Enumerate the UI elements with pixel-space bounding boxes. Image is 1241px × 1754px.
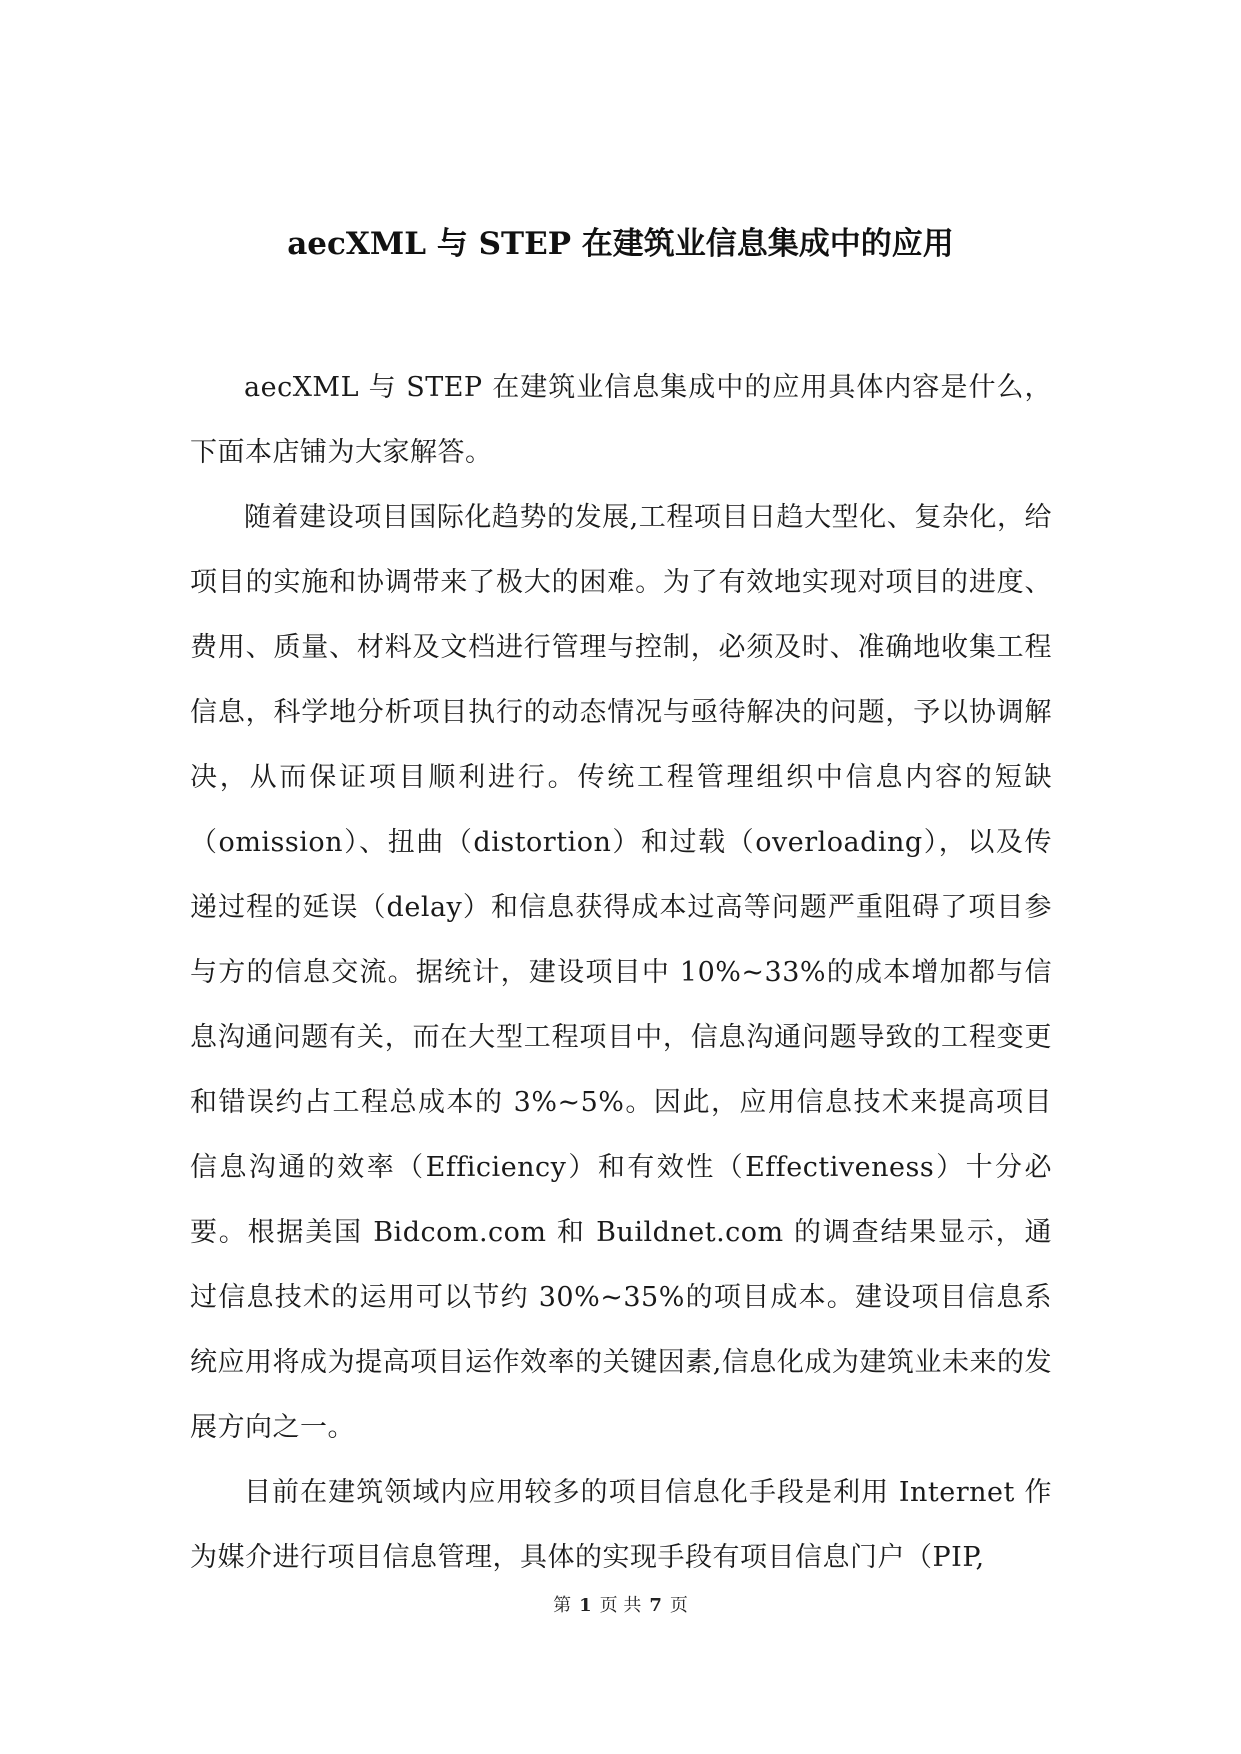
page-footer [0,1594,1241,1618]
document-body [190,355,1052,1590]
footer-middle: 页 共 [599,1595,642,1616]
document-title: aecXML 与 STEP 在建筑业信息集成中的应用 [287,226,954,262]
page-total: 7 [649,1595,662,1616]
paragraph-background: 随着建设项目国际化趋势的发展,工程项目日趋大型化、复杂化，给项目的实施和协调带来了极大的困难。为了有效地实现对项目的进度、费用、质量、材料及文档进行管理与控制，必须及时、准确地收集工程信息，科学地分析项目执行的动态情况与亟待解决的问题，予以协调解决，从而保证项目顺利进行。传统工程管理组织中信息内容的短缺（omission）、扭曲（distortion）和过载（overloading），以及传递过程的延误（delay）和信息获得成本过高等问题严重阻碍了项目参与方的信息交流。据统计，建设项目中 10%~33%的成本增加都与信息沟通问题有关，而在大型工程项目中，信息沟通问题导致的工程变更和错误约占工程总成本的 3%~5%。因此，应用信息技术来提高项目信息沟通的效率（Efficiency）和有效性（Effectiveness）十分必要。根据美国 Bidcom.com 和 Buildnet.com 的调查结果显示，通过信息技术的运用可以节约 30%~35%的项目成本。建设项目信息系统应用将成为提高项目运作效率的关键因素,信息化成为建筑业未来的发展方向之一。 [190,502,1052,1443]
paragraph-current-methods: 目前在建筑领域内应用较多的项目信息化手段是利用 Internet 作为媒介进行项目信息管理，具体的实现手段有项目信息门户（PIP, [190,1477,1052,1573]
footer-prefix: 第 [553,1595,572,1616]
paragraph-intro: aecXML 与 STEP 在建筑业信息集成中的应用具体内容是什么，下面本店铺为大家解答。 [190,372,1052,468]
footer-suffix: 页 [669,1595,688,1616]
page-number: 1 [579,1595,592,1616]
